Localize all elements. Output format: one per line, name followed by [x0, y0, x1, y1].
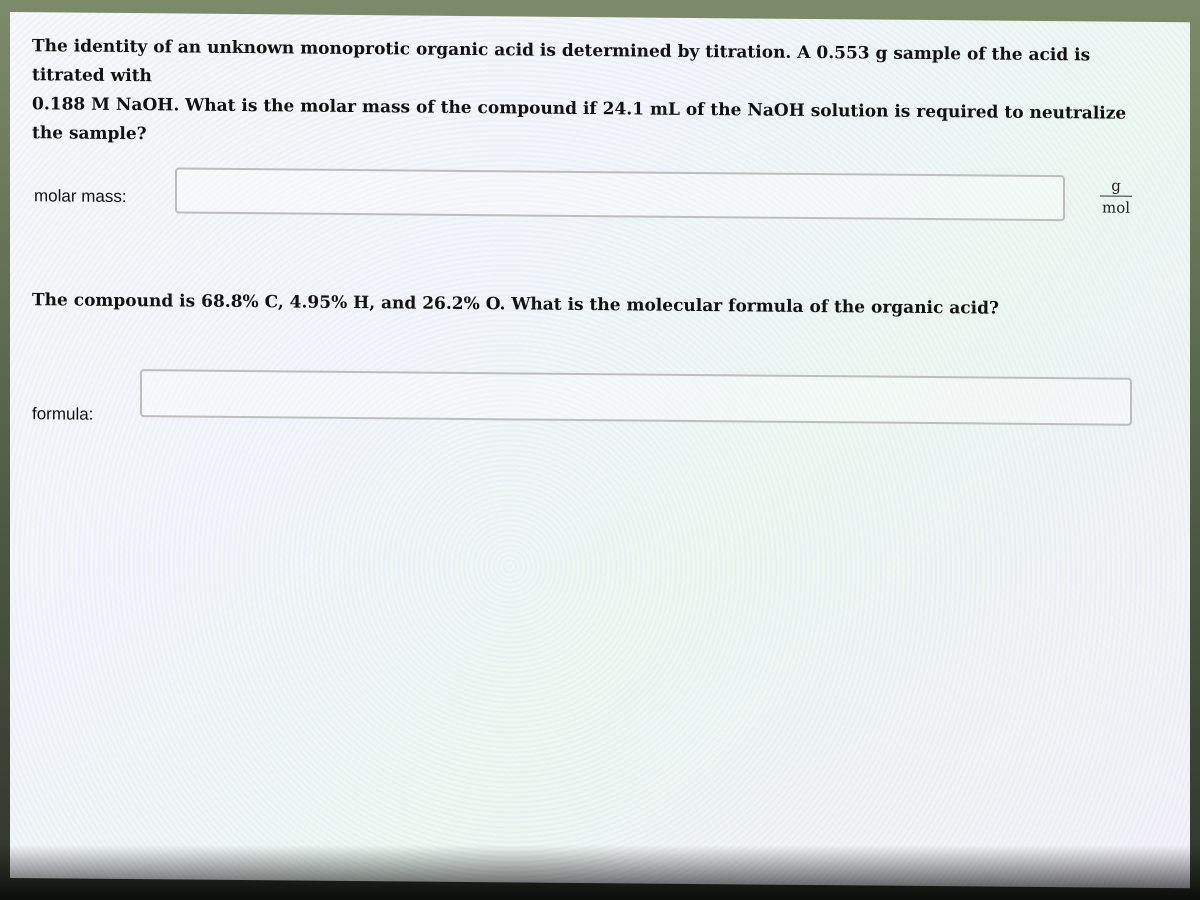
question-screen [10, 12, 1190, 888]
molar-mass-label: molar mass: [34, 186, 127, 207]
photo-bottom-edge [0, 845, 1200, 900]
question-line-2: 0.188 M NaOH. What is the molar mass of the compound if 24.1 mL of the NaOH solution is required to neutralize the sample? [32, 94, 1127, 145]
formula-question: The compound is 68.8% C, 4.95% H, and 26.2% O. What is the molecular formula of the organic acid? [32, 290, 999, 319]
formula-label: formula: [32, 404, 94, 424]
molar-mass-input[interactable] [175, 167, 1065, 221]
formula-input[interactable] [140, 369, 1132, 426]
titration-question [32, 32, 1132, 158]
molar-mass-unit [1095, 176, 1137, 216]
unit-denominator: mol [1101, 198, 1131, 217]
unit-numerator: g [1111, 176, 1121, 195]
question-line-1: The identity of an unknown monoprotic organic acid is determined by titration. A 0.553 g sample of the acid is titrated with [32, 36, 1091, 87]
unit-fraction-line [1100, 196, 1132, 197]
